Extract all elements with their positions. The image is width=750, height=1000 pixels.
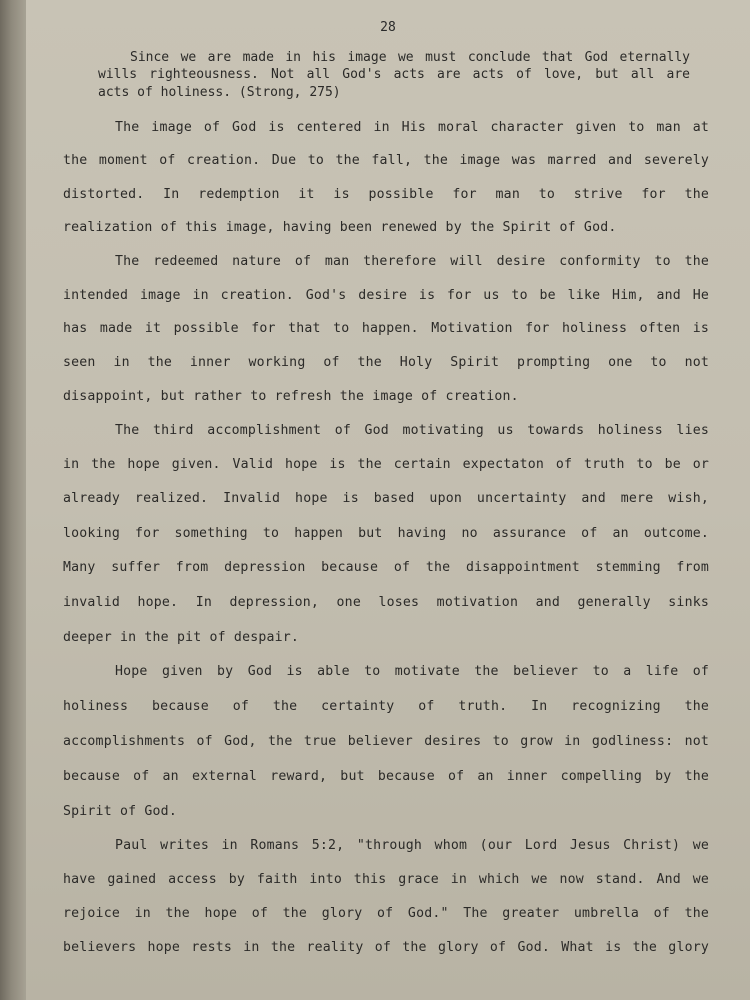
- text-line: realization of this image, having been renewed by the Spirit of God.: [63, 220, 617, 235]
- text-line: intended image in creation. God's desire is for us to be like Him, and He: [63, 288, 709, 303]
- text-line: The redeemed nature of man therefore will desire conformity to the: [115, 254, 709, 269]
- text-line: believers hope rests in the reality of the glory of God. What is the glory: [63, 940, 709, 955]
- text-line: already realized. Invalid hope is based upon uncertainty and mere wish,: [63, 491, 709, 506]
- text-line: has made it possible for that to happen. Motivation for holiness often is: [63, 321, 709, 336]
- block-quote-line: Since we are made in his image we must conclude that God eternally: [130, 50, 690, 65]
- page-number: 28: [380, 20, 396, 35]
- text-line: deeper in the pit of despair.: [63, 630, 300, 645]
- block-quote-line: wills righteousness. Not all God's acts are acts of love, but all are: [98, 67, 690, 82]
- text-line: because of an external reward, but because of an inner compelling by the: [63, 769, 709, 784]
- text-line: looking for something to happen but having no assurance of an outcome.: [63, 526, 709, 541]
- text-line: disappoint, but rather to refresh the image of creation.: [63, 389, 519, 404]
- book-binding-shadow: [0, 0, 26, 1000]
- text-line: Many suffer from depression because of the disappointment stemming from: [63, 560, 709, 575]
- text-line: distorted. In redemption it is possible for man to strive for the: [63, 187, 709, 202]
- block-quote-line: acts of holiness. (Strong, 275): [98, 85, 341, 100]
- text-line: The image of God is centered in His moral character given to man at: [115, 120, 709, 135]
- text-line: Hope given by God is able to motivate the believer to a life of: [115, 664, 709, 679]
- text-line: Spirit of God.: [63, 804, 177, 819]
- document-page: [26, 0, 750, 1000]
- text-line: have gained access by faith into this grace in which we now stand. And we: [63, 872, 709, 887]
- text-line: seen in the inner working of the Holy Spirit prompting one to not: [63, 355, 709, 370]
- text-line: in the hope given. Valid hope is the certain expectaton of truth to be or: [63, 457, 709, 472]
- text-line: the moment of creation. Due to the fall, the image was marred and severely: [63, 153, 709, 168]
- text-line: invalid hope. In depression, one loses motivation and generally sinks: [63, 595, 709, 610]
- text-line: holiness because of the certainty of truth. In recognizing the: [63, 699, 709, 714]
- text-line: rejoice in the hope of the glory of God." The greater umbrella of the: [63, 906, 709, 921]
- text-line: accomplishments of God, the true believer desires to grow in godliness: not: [63, 734, 709, 749]
- text-line: Paul writes in Romans 5:2, "through whom (our Lord Jesus Christ) we: [115, 838, 709, 853]
- text-line: The third accomplishment of God motivating us towards holiness lies: [115, 423, 709, 438]
